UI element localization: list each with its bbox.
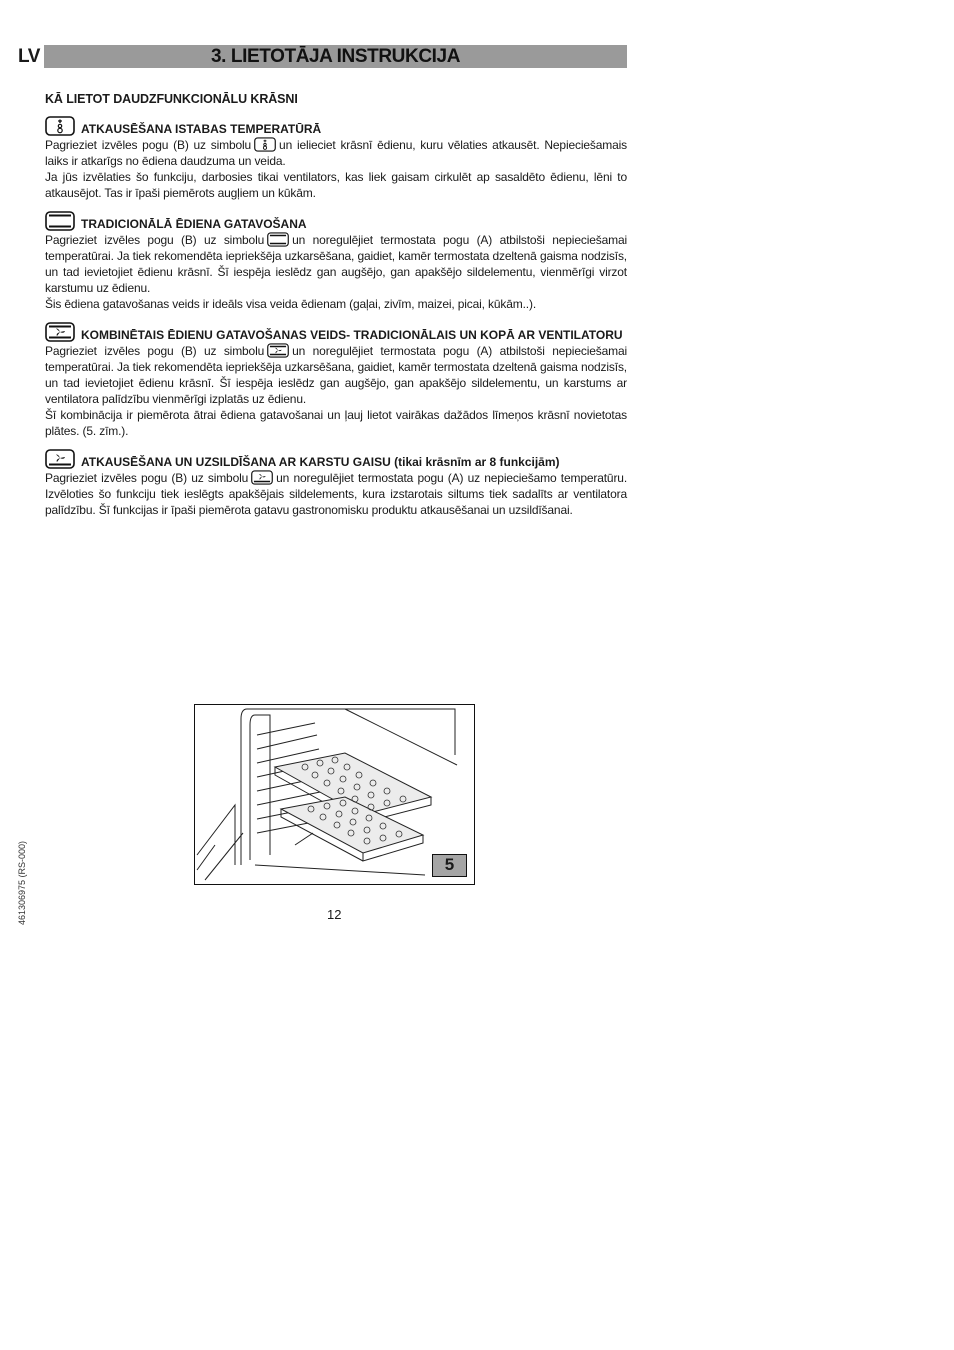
oven-trays-figure [194, 704, 475, 885]
main-heading: KĀ LIETOT DAUDZFUNKCIONĀLU KRĀSNI [45, 92, 298, 106]
conventional-oven-icon [267, 232, 289, 247]
language-code: LV [18, 46, 40, 67]
section-combined [45, 322, 627, 439]
section-title: TRADICIONĀLĀ ĒDIENA GATAVOŠANA [81, 217, 307, 231]
main-content [45, 92, 627, 528]
section-paragraph: Šis ēdiena gatavošanas veids ir ideāls visa veida ēdienam (gaļai, zivīm, maizei, picai, kūkām..). [45, 297, 537, 311]
fan-conventional-icon [267, 343, 289, 358]
section-paragraph: Ja jūs izvēlaties šo funkciju, darbosies tikai ventilators, kas liek gaisam cirkulēt ap sasaldēto ēdienu, lēni to atkausējot. Tas ir īpaši piemērots augļiem un kūkām. [45, 170, 627, 200]
section-paragraph: Pagrieziet izvēles pogu (B) uz simbolu un noregulējiet termostata pogu (A) atbilstoši nepieciešamai temperatūrai. Ja tiek rekomendēta iepriekšēja uzkarsēšana, gaidiet, kamēr termostata dzeltenā gaisma nodzisīs, un tad ievietojiet ēdienu krāsnī. Šī iespēja ieslēdz gan augšējo, gan apakšējo sildelementu, un karstums ar ventilatora palīdzību vienmērīgi izplatās uz ēdienu. [45, 344, 627, 406]
fan-bottom-icon [45, 449, 75, 469]
defrost-icon [45, 116, 75, 136]
section-title: KOMBINĒTAIS ĒDIENU GATAVOŠANAS VEIDS- TRADICIONĀLAIS UN KOPĀ AR VENTILATORU [81, 328, 623, 342]
defrost-icon [254, 137, 276, 152]
fan-bottom-icon [251, 470, 273, 485]
section-paragraph: Pagrieziet izvēles pogu (B) uz simbolu un noregulējiet termostata pogu (A) uz nepieciešamo temperatūru. Izvēloties šo funkciju tiek ieslēgts apakšējais sildelements, kura izstarotais siltums tiek sadalīts ar ventilatora palīdzību. Šī funkcijas ir īpaši piemērota gatavu gastronomisku produktu atkausēšanai un uzsildīšanai. [45, 471, 628, 517]
section-paragraph: Pagrieziet izvēles pogu (B) uz simbolu un noregulējiet termostata pogu (A) atbilstoši nepieciešamai temperatūrai. Ja tiek rekomendēta iepriekšēja uzkarsēšana, gaidiet, kamēr termostata dzeltenā gaisma nodzisīs, un tad ievietojiet ēdienu krāsnī. Šī iespēja ieslēdz gan augšējo, gan apakšējo sildelementu, vienmērīgi virzot karstumu uz ēdienu. [45, 233, 627, 295]
document-code: 461306975 (RS-000) [17, 840, 27, 925]
page-number: 12 [327, 907, 342, 922]
figure-number: 5 [432, 854, 467, 877]
chapter-title: 3. LIETOTĀJA INSTRUKCIJA [44, 45, 627, 68]
conventional-oven-icon [45, 211, 75, 231]
section-title: ATKAUSĒŠANA ISTABAS TEMPERATŪRĀ [81, 122, 322, 136]
section-heading [45, 116, 627, 136]
section-heading [45, 449, 627, 469]
section-conventional [45, 211, 627, 312]
fan-conventional-icon [45, 322, 75, 342]
section-heading [45, 211, 627, 231]
section-paragraph: Šī kombinācija ir piemērota ātrai ēdiena gatavošanai un ļauj lietot vairākas dažādos līmeņos krāsnī novietotas plātes. (5. zīm.). [45, 408, 627, 438]
section-defrost [45, 116, 627, 201]
section-hot-air [45, 449, 627, 518]
section-paragraph: Pagrieziet izvēles pogu (B) uz simbolu un ielieciet krāsnī ēdienu, kuru vēlaties atkausēt. Nepieciešamais laiks ir atkarīgs no ēdiena daudzuma un veida. [45, 138, 627, 168]
section-heading [45, 322, 627, 342]
section-title: ATKAUSĒŠANA UN UZSILDĪŠANA AR KARSTU GAISU (tikai krāsnīm ar 8 funkcijām) [81, 455, 560, 469]
